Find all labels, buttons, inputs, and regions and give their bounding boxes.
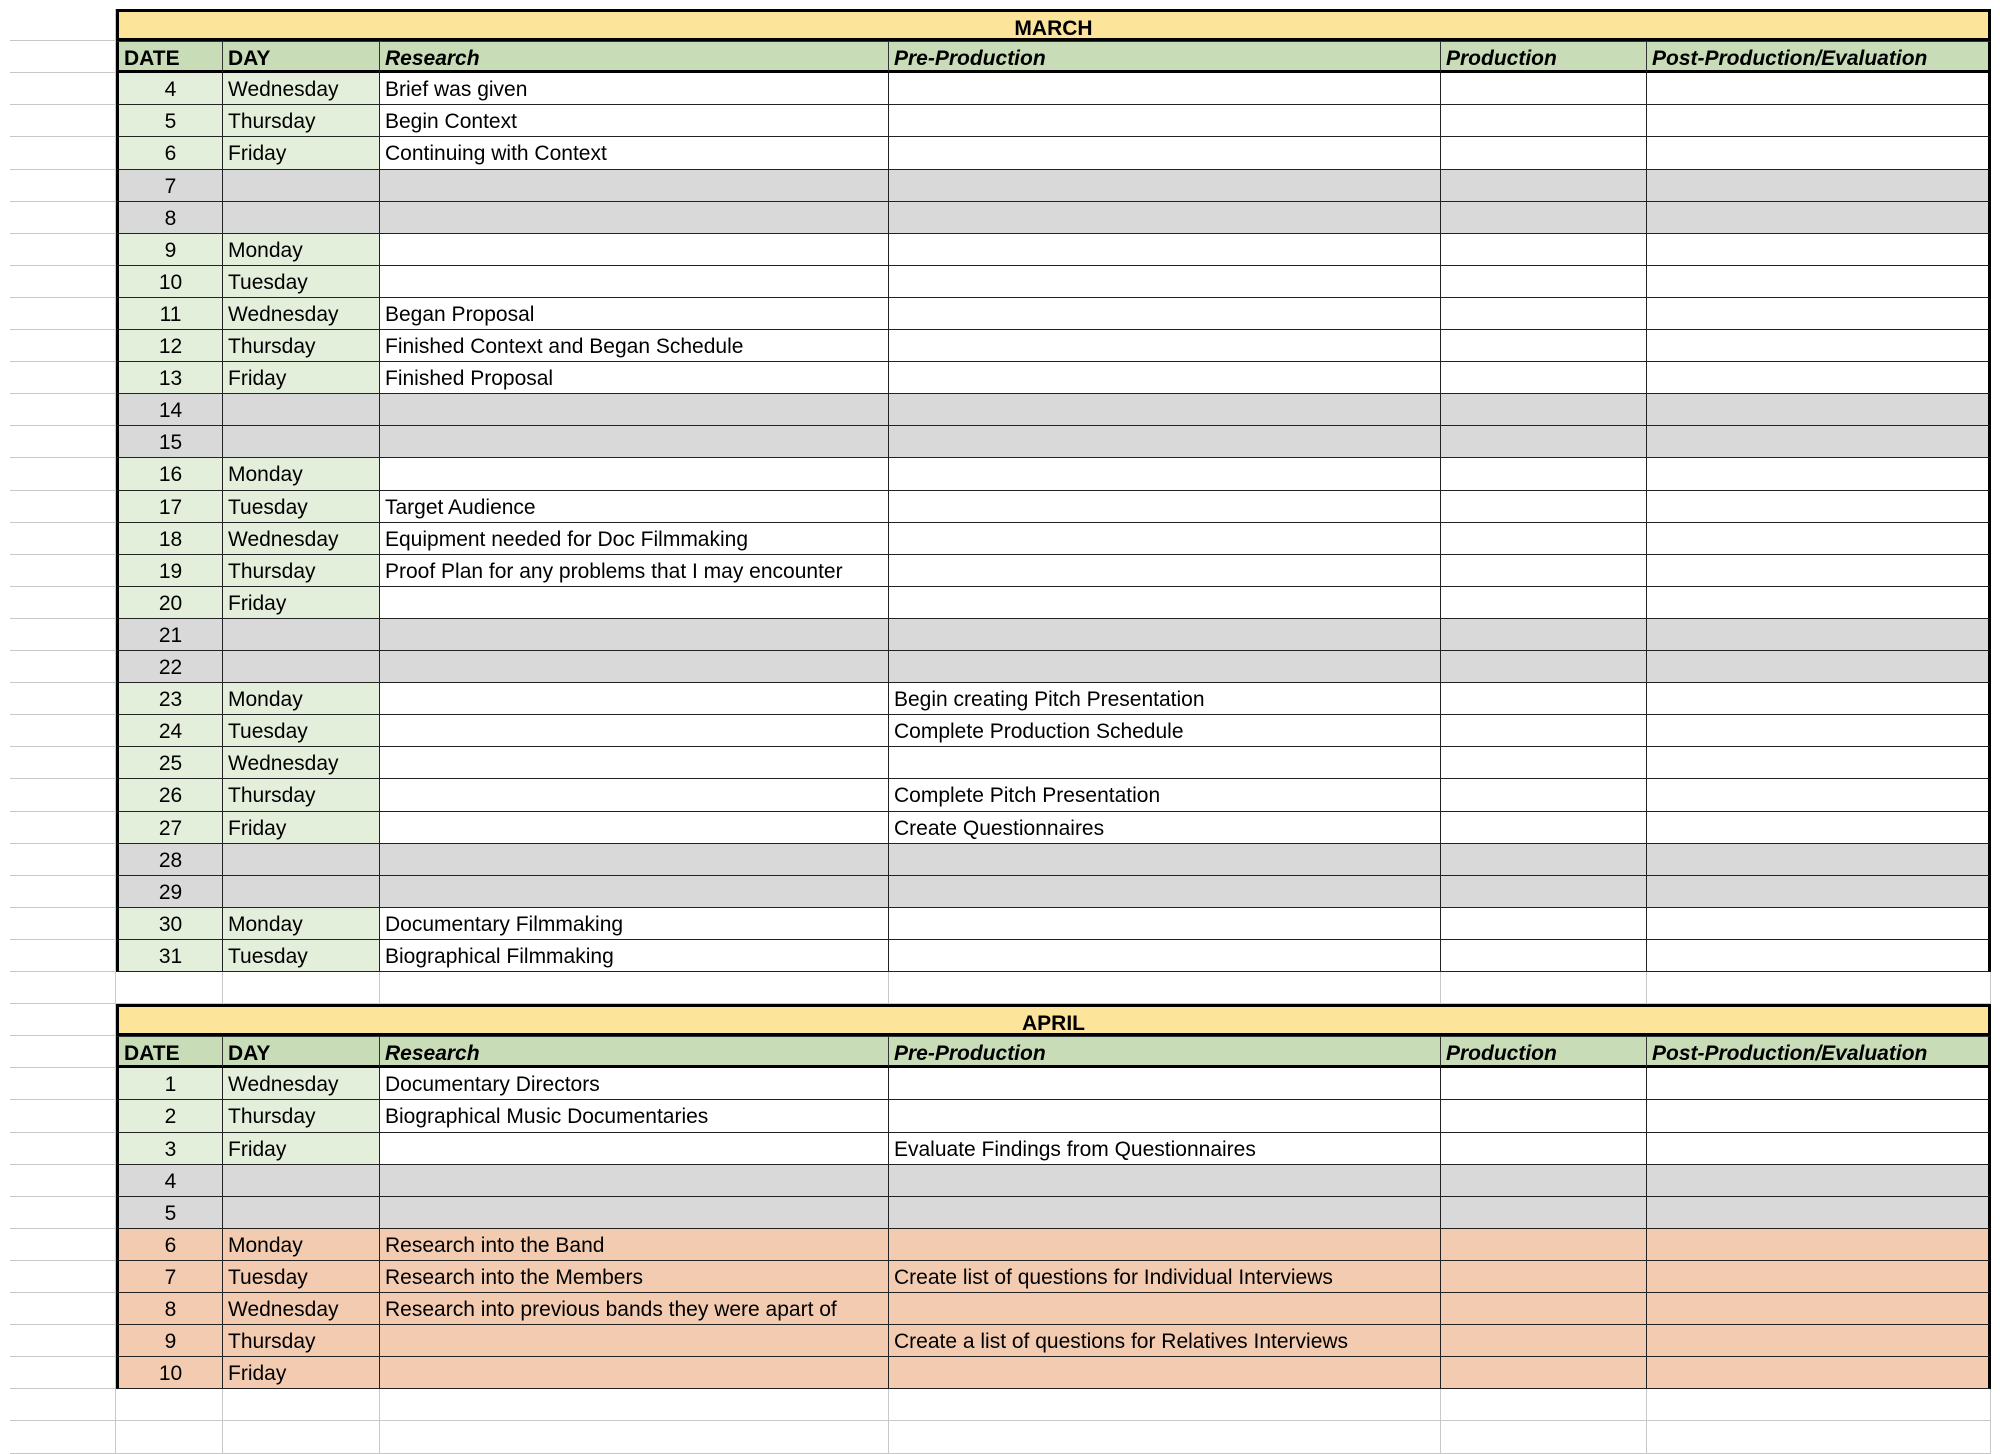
empty-cell[interactable] — [889, 972, 1441, 1004]
cell-post-production[interactable] — [1647, 812, 1991, 844]
cell-post-production[interactable] — [1647, 170, 1991, 202]
cell-research[interactable] — [380, 426, 889, 458]
cell-day[interactable]: Wednesday — [223, 1068, 380, 1100]
cell-pre-production[interactable] — [889, 1165, 1441, 1197]
cell-post-production[interactable] — [1647, 1068, 1991, 1100]
cell-research[interactable]: Brief was given — [380, 73, 889, 105]
gutter-cell[interactable] — [10, 1229, 116, 1261]
gutter-cell[interactable] — [10, 1133, 116, 1165]
cell-production[interactable] — [1441, 651, 1647, 683]
gutter-cell[interactable] — [10, 1325, 116, 1357]
empty-cell[interactable] — [1647, 972, 1991, 1004]
cell-date[interactable]: 11 — [116, 298, 223, 330]
cell-post-production[interactable] — [1647, 73, 1991, 105]
cell-pre-production[interactable]: Create a list of questions for Relatives Interviews — [889, 1325, 1441, 1357]
cell-day[interactable]: Friday — [223, 812, 380, 844]
empty-cell[interactable] — [116, 1421, 223, 1454]
gutter-cell[interactable] — [10, 170, 116, 202]
cell-date[interactable]: 21 — [116, 619, 223, 651]
cell-day[interactable]: Thursday — [223, 779, 380, 812]
cell-pre-production[interactable] — [889, 844, 1441, 876]
month-title[interactable]: APRIL — [116, 1004, 1991, 1036]
cell-pre-production[interactable]: Create Questionnaires — [889, 812, 1441, 844]
empty-cell[interactable] — [116, 972, 223, 1004]
cell-post-production[interactable] — [1647, 683, 1991, 715]
cell-day[interactable]: Thursday — [223, 1100, 380, 1133]
gutter-cell[interactable] — [10, 1165, 116, 1197]
gutter-cell[interactable] — [10, 1421, 116, 1454]
cell-production[interactable] — [1441, 908, 1647, 940]
gutter-cell[interactable] — [10, 1068, 116, 1100]
cell-production[interactable] — [1441, 555, 1647, 587]
cell-production[interactable] — [1441, 458, 1647, 491]
cell-research[interactable] — [380, 812, 889, 844]
cell-post-production[interactable] — [1647, 619, 1991, 651]
cell-date[interactable]: 16 — [116, 458, 223, 491]
header-research[interactable]: Research — [380, 41, 889, 73]
cell-post-production[interactable] — [1647, 1197, 1991, 1229]
cell-research[interactable]: Documentary Filmmaking — [380, 908, 889, 940]
gutter-cell[interactable] — [10, 1293, 116, 1325]
cell-date[interactable]: 13 — [116, 362, 223, 394]
cell-research[interactable] — [380, 170, 889, 202]
cell-pre-production[interactable] — [889, 651, 1441, 683]
cell-production[interactable] — [1441, 1100, 1647, 1133]
cell-research[interactable]: Continuing with Context — [380, 137, 889, 170]
cell-research[interactable] — [380, 683, 889, 715]
cell-research[interactable]: Began Proposal — [380, 298, 889, 330]
cell-pre-production[interactable] — [889, 555, 1441, 587]
gutter-cell[interactable] — [10, 715, 116, 747]
cell-research[interactable]: Proof Plan for any problems that I may encounter — [380, 555, 889, 587]
cell-date[interactable]: 22 — [116, 651, 223, 683]
cell-pre-production[interactable] — [889, 170, 1441, 202]
gutter-cell[interactable] — [10, 394, 116, 426]
cell-post-production[interactable] — [1647, 876, 1991, 908]
cell-date[interactable]: 6 — [116, 1229, 223, 1261]
cell-pre-production[interactable] — [889, 234, 1441, 266]
gutter-cell[interactable] — [10, 876, 116, 908]
cell-post-production[interactable] — [1647, 458, 1991, 491]
cell-day[interactable] — [223, 426, 380, 458]
cell-post-production[interactable] — [1647, 394, 1991, 426]
cell-date[interactable]: 9 — [116, 1325, 223, 1357]
header-date[interactable]: DATE — [116, 1036, 223, 1068]
cell-pre-production[interactable] — [889, 940, 1441, 972]
cell-day[interactable]: Monday — [223, 458, 380, 491]
cell-production[interactable] — [1441, 1133, 1647, 1165]
cell-post-production[interactable] — [1647, 330, 1991, 362]
cell-pre-production[interactable] — [889, 1229, 1441, 1261]
cell-date[interactable]: 24 — [116, 715, 223, 747]
gutter-cell[interactable] — [10, 202, 116, 234]
cell-day[interactable] — [223, 619, 380, 651]
cell-research[interactable]: Documentary Directors — [380, 1068, 889, 1100]
cell-date[interactable]: 1 — [116, 1068, 223, 1100]
cell-post-production[interactable] — [1647, 908, 1991, 940]
cell-production[interactable] — [1441, 73, 1647, 105]
gutter-cell[interactable] — [10, 1197, 116, 1229]
cell-date[interactable]: 19 — [116, 555, 223, 587]
cell-production[interactable] — [1441, 523, 1647, 555]
cell-pre-production[interactable] — [889, 105, 1441, 137]
cell-production[interactable] — [1441, 1068, 1647, 1100]
gutter-cell[interactable] — [10, 234, 116, 266]
cell-day[interactable]: Wednesday — [223, 1293, 380, 1325]
cell-research[interactable]: Finished Context and Began Schedule — [380, 330, 889, 362]
cell-day[interactable]: Friday — [223, 1357, 380, 1389]
cell-pre-production[interactable] — [889, 202, 1441, 234]
header-production[interactable]: Production — [1441, 1036, 1647, 1068]
cell-day[interactable] — [223, 394, 380, 426]
gutter-cell[interactable] — [10, 458, 116, 491]
cell-day[interactable]: Monday — [223, 908, 380, 940]
cell-production[interactable] — [1441, 1229, 1647, 1261]
gutter-cell[interactable] — [10, 137, 116, 170]
cell-production[interactable] — [1441, 812, 1647, 844]
cell-research[interactable] — [380, 876, 889, 908]
cell-day[interactable] — [223, 651, 380, 683]
cell-production[interactable] — [1441, 298, 1647, 330]
cell-date[interactable]: 5 — [116, 105, 223, 137]
cell-date[interactable]: 2 — [116, 1100, 223, 1133]
gutter-cell[interactable] — [10, 105, 116, 137]
cell-post-production[interactable] — [1647, 1229, 1991, 1261]
header-pre-production[interactable]: Pre-Production — [889, 41, 1441, 73]
header-day[interactable]: DAY — [223, 1036, 380, 1068]
header-research[interactable]: Research — [380, 1036, 889, 1068]
gutter-cell[interactable] — [10, 298, 116, 330]
month-title[interactable]: MARCH — [116, 9, 1991, 41]
cell-production[interactable] — [1441, 394, 1647, 426]
cell-day[interactable]: Friday — [223, 1133, 380, 1165]
cell-post-production[interactable] — [1647, 234, 1991, 266]
cell-pre-production[interactable] — [889, 876, 1441, 908]
gutter-cell[interactable] — [10, 651, 116, 683]
cell-post-production[interactable] — [1647, 651, 1991, 683]
cell-day[interactable]: Monday — [223, 234, 380, 266]
cell-research[interactable]: Research into previous bands they were apart of — [380, 1293, 889, 1325]
cell-production[interactable] — [1441, 1197, 1647, 1229]
cell-production[interactable] — [1441, 747, 1647, 779]
cell-day[interactable]: Tuesday — [223, 940, 380, 972]
cell-post-production[interactable] — [1647, 105, 1991, 137]
cell-research[interactable] — [380, 266, 889, 298]
cell-production[interactable] — [1441, 234, 1647, 266]
empty-cell[interactable] — [380, 972, 889, 1004]
cell-date[interactable]: 10 — [116, 266, 223, 298]
cell-research[interactable] — [380, 619, 889, 651]
empty-cell[interactable] — [223, 1421, 380, 1454]
cell-research[interactable] — [380, 1133, 889, 1165]
cell-date[interactable]: 7 — [116, 1261, 223, 1293]
gutter-cell[interactable] — [10, 73, 116, 105]
cell-pre-production[interactable] — [889, 523, 1441, 555]
cell-pre-production[interactable] — [889, 298, 1441, 330]
cell-pre-production[interactable] — [889, 426, 1441, 458]
cell-pre-production[interactable] — [889, 1100, 1441, 1133]
cell-pre-production[interactable] — [889, 1068, 1441, 1100]
cell-day[interactable]: Thursday — [223, 105, 380, 137]
cell-production[interactable] — [1441, 202, 1647, 234]
cell-post-production[interactable] — [1647, 1165, 1991, 1197]
cell-pre-production[interactable] — [889, 362, 1441, 394]
cell-research[interactable]: Biographical Music Documentaries — [380, 1100, 889, 1133]
cell-post-production[interactable] — [1647, 940, 1991, 972]
empty-cell[interactable] — [1441, 1421, 1647, 1454]
cell-date[interactable]: 28 — [116, 844, 223, 876]
cell-pre-production[interactable]: Evaluate Findings from Questionnaires — [889, 1133, 1441, 1165]
cell-production[interactable] — [1441, 266, 1647, 298]
cell-post-production[interactable] — [1647, 1261, 1991, 1293]
cell-production[interactable] — [1441, 491, 1647, 523]
cell-post-production[interactable] — [1647, 555, 1991, 587]
header-date[interactable]: DATE — [116, 41, 223, 73]
cell-day[interactable]: Friday — [223, 362, 380, 394]
gutter-cell[interactable] — [10, 747, 116, 779]
cell-pre-production[interactable] — [889, 908, 1441, 940]
gutter-cell[interactable] — [10, 426, 116, 458]
cell-production[interactable] — [1441, 876, 1647, 908]
cell-production[interactable] — [1441, 426, 1647, 458]
gutter-cell[interactable] — [10, 9, 116, 41]
gutter-cell[interactable] — [10, 908, 116, 940]
cell-post-production[interactable] — [1647, 426, 1991, 458]
cell-day[interactable]: Wednesday — [223, 747, 380, 779]
cell-research[interactable] — [380, 779, 889, 812]
gutter-cell[interactable] — [10, 362, 116, 394]
gutter-cell[interactable] — [10, 812, 116, 844]
cell-day[interactable]: Wednesday — [223, 523, 380, 555]
cell-pre-production[interactable] — [889, 1357, 1441, 1389]
cell-day[interactable]: Tuesday — [223, 491, 380, 523]
cell-pre-production[interactable]: Complete Pitch Presentation — [889, 779, 1441, 812]
cell-pre-production[interactable] — [889, 458, 1441, 491]
cell-pre-production[interactable] — [889, 330, 1441, 362]
cell-pre-production[interactable] — [889, 266, 1441, 298]
cell-day[interactable]: Wednesday — [223, 73, 380, 105]
cell-day[interactable]: Monday — [223, 1229, 380, 1261]
cell-post-production[interactable] — [1647, 266, 1991, 298]
gutter-cell[interactable] — [10, 587, 116, 619]
cell-production[interactable] — [1441, 330, 1647, 362]
cell-pre-production[interactable] — [889, 1197, 1441, 1229]
cell-research[interactable] — [380, 234, 889, 266]
cell-day[interactable]: Thursday — [223, 330, 380, 362]
cell-production[interactable] — [1441, 362, 1647, 394]
header-production[interactable]: Production — [1441, 41, 1647, 73]
cell-post-production[interactable] — [1647, 1133, 1991, 1165]
cell-date[interactable]: 30 — [116, 908, 223, 940]
cell-post-production[interactable] — [1647, 137, 1991, 170]
cell-production[interactable] — [1441, 1165, 1647, 1197]
gutter-cell[interactable] — [10, 1036, 116, 1068]
cell-date[interactable]: 27 — [116, 812, 223, 844]
cell-post-production[interactable] — [1647, 747, 1991, 779]
cell-research[interactable] — [380, 747, 889, 779]
gutter-cell[interactable] — [10, 619, 116, 651]
cell-research[interactable] — [380, 715, 889, 747]
cell-research[interactable] — [380, 1165, 889, 1197]
cell-date[interactable]: 8 — [116, 202, 223, 234]
cell-day[interactable]: Tuesday — [223, 266, 380, 298]
cell-date[interactable]: 10 — [116, 1357, 223, 1389]
gutter-cell[interactable] — [10, 266, 116, 298]
cell-date[interactable]: 9 — [116, 234, 223, 266]
cell-research[interactable] — [380, 202, 889, 234]
cell-post-production[interactable] — [1647, 1325, 1991, 1357]
cell-production[interactable] — [1441, 715, 1647, 747]
cell-production[interactable] — [1441, 137, 1647, 170]
gutter-cell[interactable] — [10, 1357, 116, 1389]
header-post-production[interactable]: Post-Production/Evaluation — [1647, 41, 1991, 73]
cell-post-production[interactable] — [1647, 1293, 1991, 1325]
gutter-cell[interactable] — [10, 940, 116, 972]
cell-production[interactable] — [1441, 683, 1647, 715]
cell-date[interactable]: 20 — [116, 587, 223, 619]
cell-pre-production[interactable] — [889, 491, 1441, 523]
cell-date[interactable]: 14 — [116, 394, 223, 426]
cell-production[interactable] — [1441, 170, 1647, 202]
empty-cell[interactable] — [380, 1421, 889, 1454]
header-day[interactable]: DAY — [223, 41, 380, 73]
gutter-cell[interactable] — [10, 523, 116, 555]
cell-production[interactable] — [1441, 779, 1647, 812]
cell-date[interactable]: 31 — [116, 940, 223, 972]
header-post-production[interactable]: Post-Production/Evaluation — [1647, 1036, 1991, 1068]
cell-research[interactable]: Biographical Filmmaking — [380, 940, 889, 972]
cell-research[interactable] — [380, 587, 889, 619]
gutter-cell[interactable] — [10, 683, 116, 715]
empty-cell[interactable] — [223, 972, 380, 1004]
cell-day[interactable]: Thursday — [223, 1325, 380, 1357]
cell-production[interactable] — [1441, 940, 1647, 972]
cell-day[interactable]: Thursday — [223, 555, 380, 587]
cell-pre-production[interactable] — [889, 619, 1441, 651]
cell-date[interactable]: 17 — [116, 491, 223, 523]
cell-post-production[interactable] — [1647, 202, 1991, 234]
cell-research[interactable] — [380, 1197, 889, 1229]
cell-research[interactable]: Research into the Band — [380, 1229, 889, 1261]
gutter-cell[interactable] — [10, 41, 116, 73]
cell-date[interactable]: 23 — [116, 683, 223, 715]
cell-production[interactable] — [1441, 105, 1647, 137]
cell-date[interactable]: 18 — [116, 523, 223, 555]
cell-pre-production[interactable]: Complete Production Schedule — [889, 715, 1441, 747]
cell-post-production[interactable] — [1647, 715, 1991, 747]
cell-production[interactable] — [1441, 587, 1647, 619]
cell-pre-production[interactable] — [889, 73, 1441, 105]
gutter-cell[interactable] — [10, 972, 116, 1004]
cell-pre-production[interactable] — [889, 747, 1441, 779]
cell-post-production[interactable] — [1647, 298, 1991, 330]
cell-day[interactable]: Wednesday — [223, 298, 380, 330]
cell-post-production[interactable] — [1647, 1100, 1991, 1133]
header-pre-production[interactable]: Pre-Production — [889, 1036, 1441, 1068]
cell-day[interactable]: Friday — [223, 587, 380, 619]
cell-production[interactable] — [1441, 619, 1647, 651]
cell-day[interactable] — [223, 170, 380, 202]
cell-research[interactable]: Finished Proposal — [380, 362, 889, 394]
cell-day[interactable] — [223, 844, 380, 876]
cell-date[interactable]: 4 — [116, 73, 223, 105]
cell-date[interactable]: 15 — [116, 426, 223, 458]
cell-production[interactable] — [1441, 844, 1647, 876]
gutter-cell[interactable] — [10, 555, 116, 587]
cell-research[interactable] — [380, 651, 889, 683]
gutter-cell[interactable] — [10, 1004, 116, 1036]
cell-post-production[interactable] — [1647, 491, 1991, 523]
cell-day[interactable]: Tuesday — [223, 1261, 380, 1293]
cell-post-production[interactable] — [1647, 523, 1991, 555]
cell-day[interactable]: Friday — [223, 137, 380, 170]
cell-research[interactable]: Target Audience — [380, 491, 889, 523]
cell-day[interactable] — [223, 1165, 380, 1197]
cell-research[interactable] — [380, 844, 889, 876]
gutter-cell[interactable] — [10, 1261, 116, 1293]
empty-cell[interactable] — [1441, 972, 1647, 1004]
cell-date[interactable]: 29 — [116, 876, 223, 908]
gutter-cell[interactable] — [10, 330, 116, 362]
cell-pre-production[interactable] — [889, 394, 1441, 426]
cell-production[interactable] — [1441, 1325, 1647, 1357]
cell-research[interactable]: Begin Context — [380, 105, 889, 137]
gutter-cell[interactable] — [10, 779, 116, 812]
cell-pre-production[interactable]: Begin creating Pitch Presentation — [889, 683, 1441, 715]
cell-research[interactable] — [380, 1357, 889, 1389]
cell-post-production[interactable] — [1647, 362, 1991, 394]
cell-research[interactable]: Equipment needed for Doc Filmmaking — [380, 523, 889, 555]
cell-day[interactable] — [223, 202, 380, 234]
cell-research[interactable] — [380, 458, 889, 491]
cell-production[interactable] — [1441, 1293, 1647, 1325]
cell-post-production[interactable] — [1647, 844, 1991, 876]
cell-date[interactable]: 4 — [116, 1165, 223, 1197]
cell-date[interactable]: 8 — [116, 1293, 223, 1325]
cell-date[interactable]: 6 — [116, 137, 223, 170]
cell-day[interactable]: Tuesday — [223, 715, 380, 747]
cell-production[interactable] — [1441, 1357, 1647, 1389]
gutter-cell[interactable] — [10, 1100, 116, 1133]
cell-post-production[interactable] — [1647, 1357, 1991, 1389]
cell-date[interactable]: 25 — [116, 747, 223, 779]
cell-day[interactable] — [223, 1197, 380, 1229]
gutter-cell[interactable] — [10, 491, 116, 523]
cell-post-production[interactable] — [1647, 587, 1991, 619]
cell-day[interactable] — [223, 876, 380, 908]
empty-cell[interactable] — [889, 1421, 1441, 1454]
cell-date[interactable]: 12 — [116, 330, 223, 362]
cell-research[interactable] — [380, 1325, 889, 1357]
cell-pre-production[interactable] — [889, 1293, 1441, 1325]
gutter-cell[interactable] — [10, 844, 116, 876]
cell-date[interactable]: 5 — [116, 1197, 223, 1229]
cell-date[interactable]: 3 — [116, 1133, 223, 1165]
cell-pre-production[interactable]: Create list of questions for Individual Interviews — [889, 1261, 1441, 1293]
cell-research[interactable]: Research into the Members — [380, 1261, 889, 1293]
empty-cell[interactable] — [1647, 1421, 1991, 1454]
cell-pre-production[interactable] — [889, 587, 1441, 619]
cell-date[interactable]: 26 — [116, 779, 223, 812]
cell-pre-production[interactable] — [889, 137, 1441, 170]
cell-date[interactable]: 7 — [116, 170, 223, 202]
cell-research[interactable] — [380, 394, 889, 426]
cell-post-production[interactable] — [1647, 779, 1991, 812]
cell-production[interactable] — [1441, 1261, 1647, 1293]
cell-day[interactable]: Monday — [223, 683, 380, 715]
